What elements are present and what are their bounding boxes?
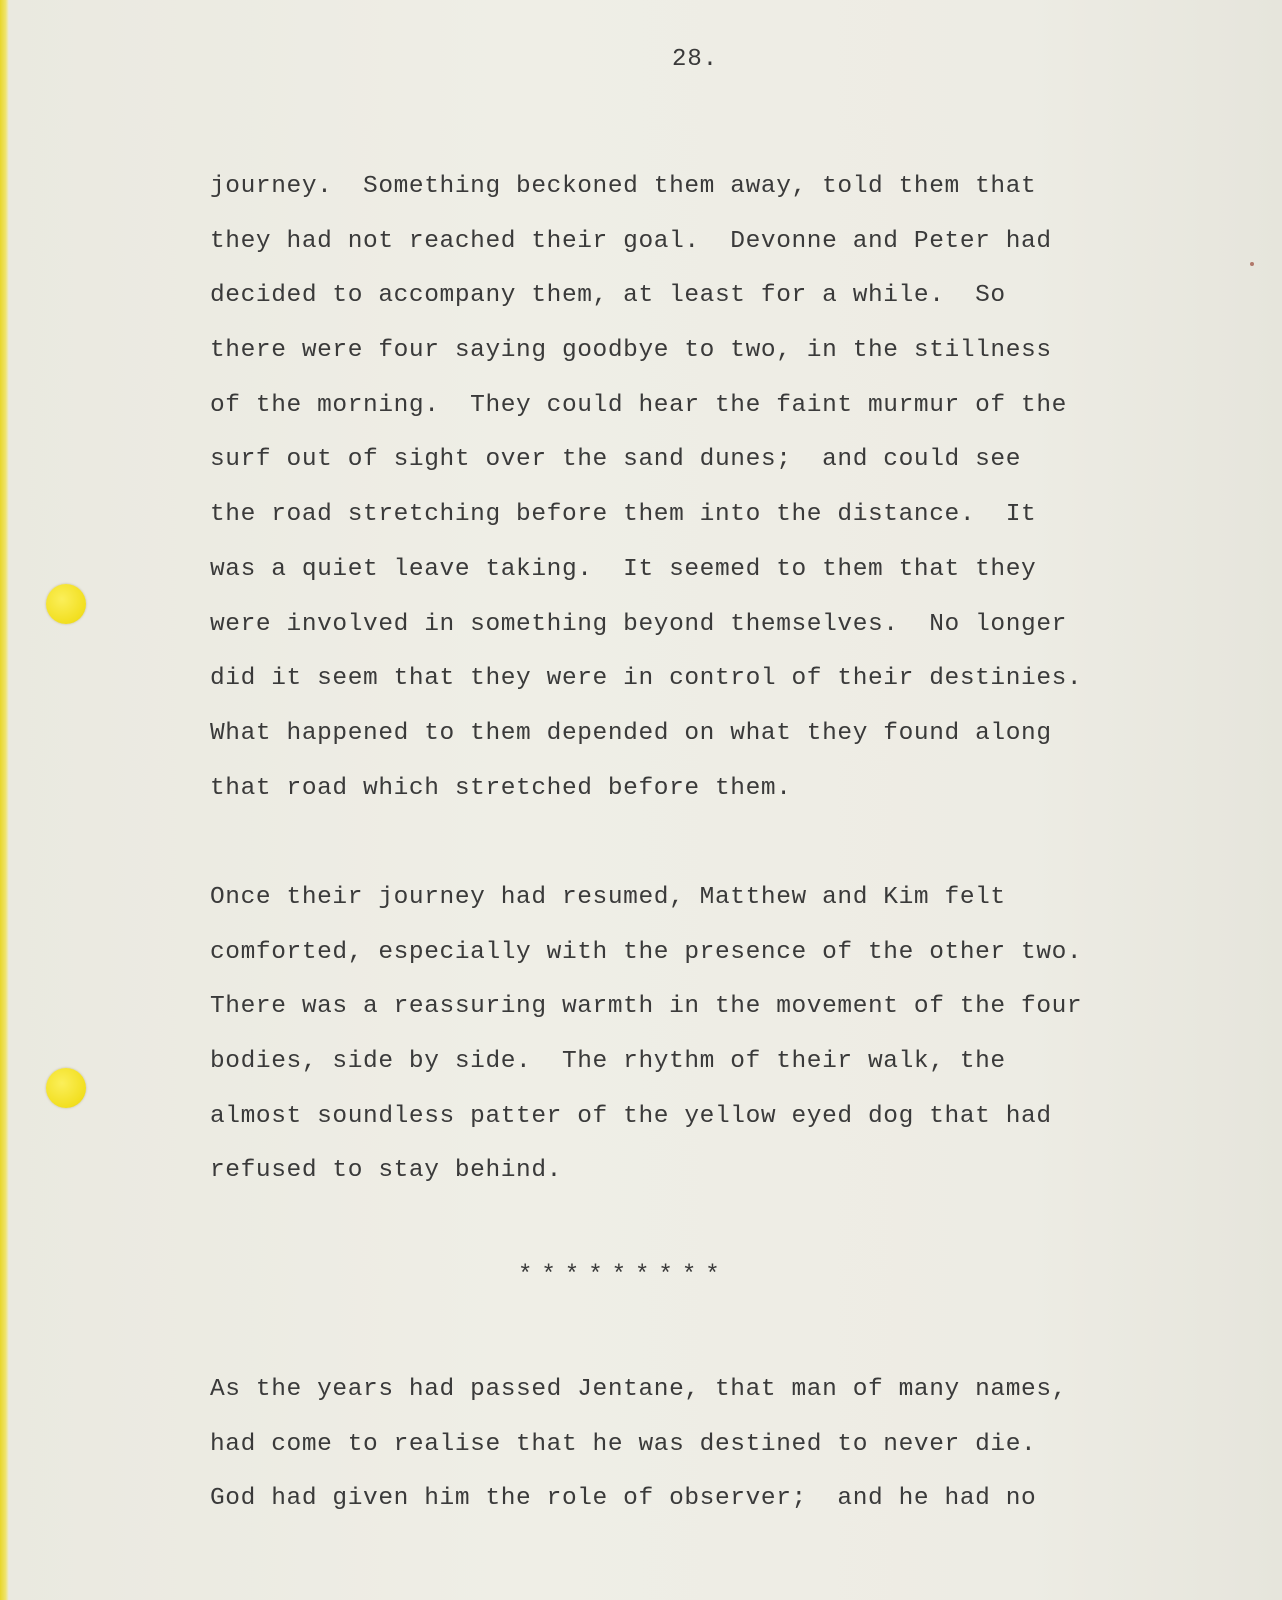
text-line: of the morning. They could hear the faint murmur of the — [210, 391, 1067, 419]
punch-hole-reinforcement-bottom — [46, 1068, 86, 1108]
text-line: There was a reassuring warmth in the movement of the four — [210, 993, 1083, 1021]
text-line: God had given him the role of observer; and he had no — [210, 1485, 1037, 1513]
paper-speck — [1250, 262, 1254, 266]
text-line: decided to accompany them, at least for a while. So — [210, 282, 1006, 310]
text-line: surf out of sight over the sand dunes; and could see — [210, 446, 1022, 474]
text-line: As the years had passed Jentane, that man of many names, — [210, 1376, 1067, 1403]
text-line: were involved in something beyond themselves. No longer — [210, 610, 1067, 638]
punch-hole-reinforcement-top — [46, 584, 86, 624]
text-line: was a quiet leave taking. It seemed to them that they — [210, 555, 1037, 583]
yellow-binder-edge — [0, 0, 9, 1600]
text-line: journey. Something beckoned them away, told them that — [210, 173, 1037, 200]
text-line: almost soundless patter of the yellow eyed dog that had — [210, 1102, 1052, 1130]
paragraph-2 — [210, 871, 1170, 1199]
text-line: they had not reached their goal. Devonne and Peter had — [210, 227, 1052, 255]
text-line: Once their journey had resumed, Matthew and Kim felt — [210, 884, 1006, 911]
text-line: the road stretching before them into the distance. It — [210, 501, 1037, 529]
text-line: What happened to them depended on what they found along — [210, 719, 1052, 747]
text-line: refused to stay behind. — [210, 1157, 562, 1185]
paragraph-3 — [210, 1363, 1170, 1527]
text-line: that road which stretched before them. — [210, 774, 792, 802]
text-line: comforted, especially with the presence of the other two. — [210, 938, 1083, 966]
text-line: bodies, side by side. The rhythm of their walk, the — [210, 1048, 1006, 1076]
text-line: there were four saying goodbye to two, in the stillness — [210, 337, 1052, 365]
section-separator: ********* — [518, 1262, 729, 1289]
page-number: 28. — [672, 46, 719, 73]
text-line: did it seem that they were in control of their destinies. — [210, 665, 1083, 693]
paragraph-1 — [210, 160, 1170, 816]
text-line: had come to realise that he was destined to never die. — [210, 1430, 1037, 1458]
